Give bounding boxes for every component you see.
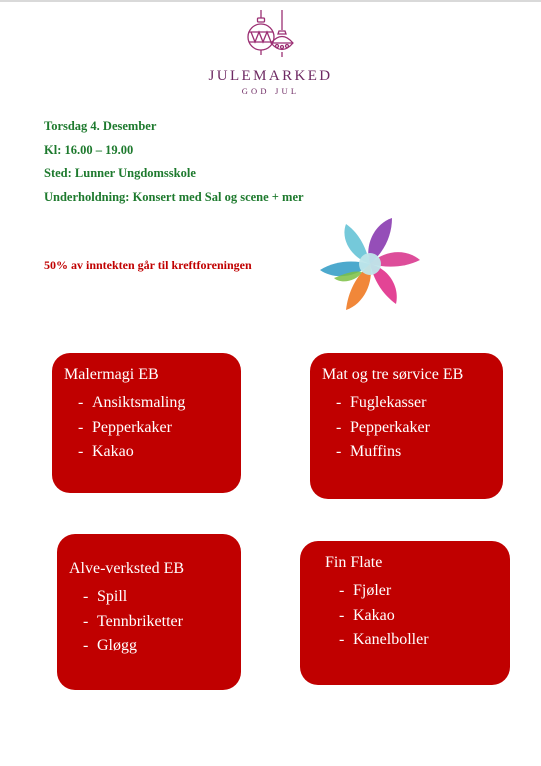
stall-item: - Ansiktsmaling <box>78 391 241 416</box>
donation-note: 50% av inntekten går til kreftforeningen <box>44 258 252 272</box>
stall-item: - Fuglekasser <box>336 391 503 416</box>
stall-title: Mat og tre sørvice EB <box>322 366 464 383</box>
top-border <box>0 0 541 2</box>
stall-card-malermagi <box>52 353 241 493</box>
stall-item: - Gløgg <box>83 634 241 659</box>
stall-item: - Kakao <box>339 604 510 629</box>
stall-items <box>64 391 241 465</box>
stall-item: - Kakao <box>78 440 241 465</box>
stall-item: - Pepperkaker <box>78 416 241 441</box>
stall-items <box>325 579 510 653</box>
event-place: Sted: Lunner Ungdomsskole <box>44 166 196 180</box>
stall-title: Fin Flate <box>325 554 383 571</box>
logo-subtitle: GOD JUL <box>241 86 300 96</box>
event-info <box>44 116 304 210</box>
stall-item: - Spill <box>83 585 241 610</box>
stall-title: Alve-verksted EB <box>69 560 185 577</box>
event-entertainment: Underholdning: Konsert med Sal og scene + mer <box>44 189 304 204</box>
ornaments-icon <box>241 10 301 66</box>
stall-card-alve-verksted <box>57 534 241 690</box>
stall-item: - Muffins <box>336 440 503 465</box>
pinwheel-flower-icon <box>318 214 422 314</box>
stall-item: - Tennbriketter <box>83 610 241 635</box>
stall-item: - Fjøler <box>339 579 510 604</box>
stall-items <box>322 391 503 465</box>
stall-card-mat-og-tre <box>310 353 503 499</box>
logo-title: JULEMARKED <box>208 68 333 84</box>
stall-card-fin-flate <box>300 541 510 685</box>
stall-item: - Kanelboller <box>339 628 510 653</box>
logo <box>0 10 541 96</box>
event-time: Kl: 16.00 – 19.00 <box>44 142 134 157</box>
stall-item: - Pepperkaker <box>336 416 503 441</box>
stall-title: Malermagi EB <box>64 366 159 383</box>
stall-items <box>69 585 241 659</box>
event-date: Torsdag 4. Desember <box>44 119 157 133</box>
